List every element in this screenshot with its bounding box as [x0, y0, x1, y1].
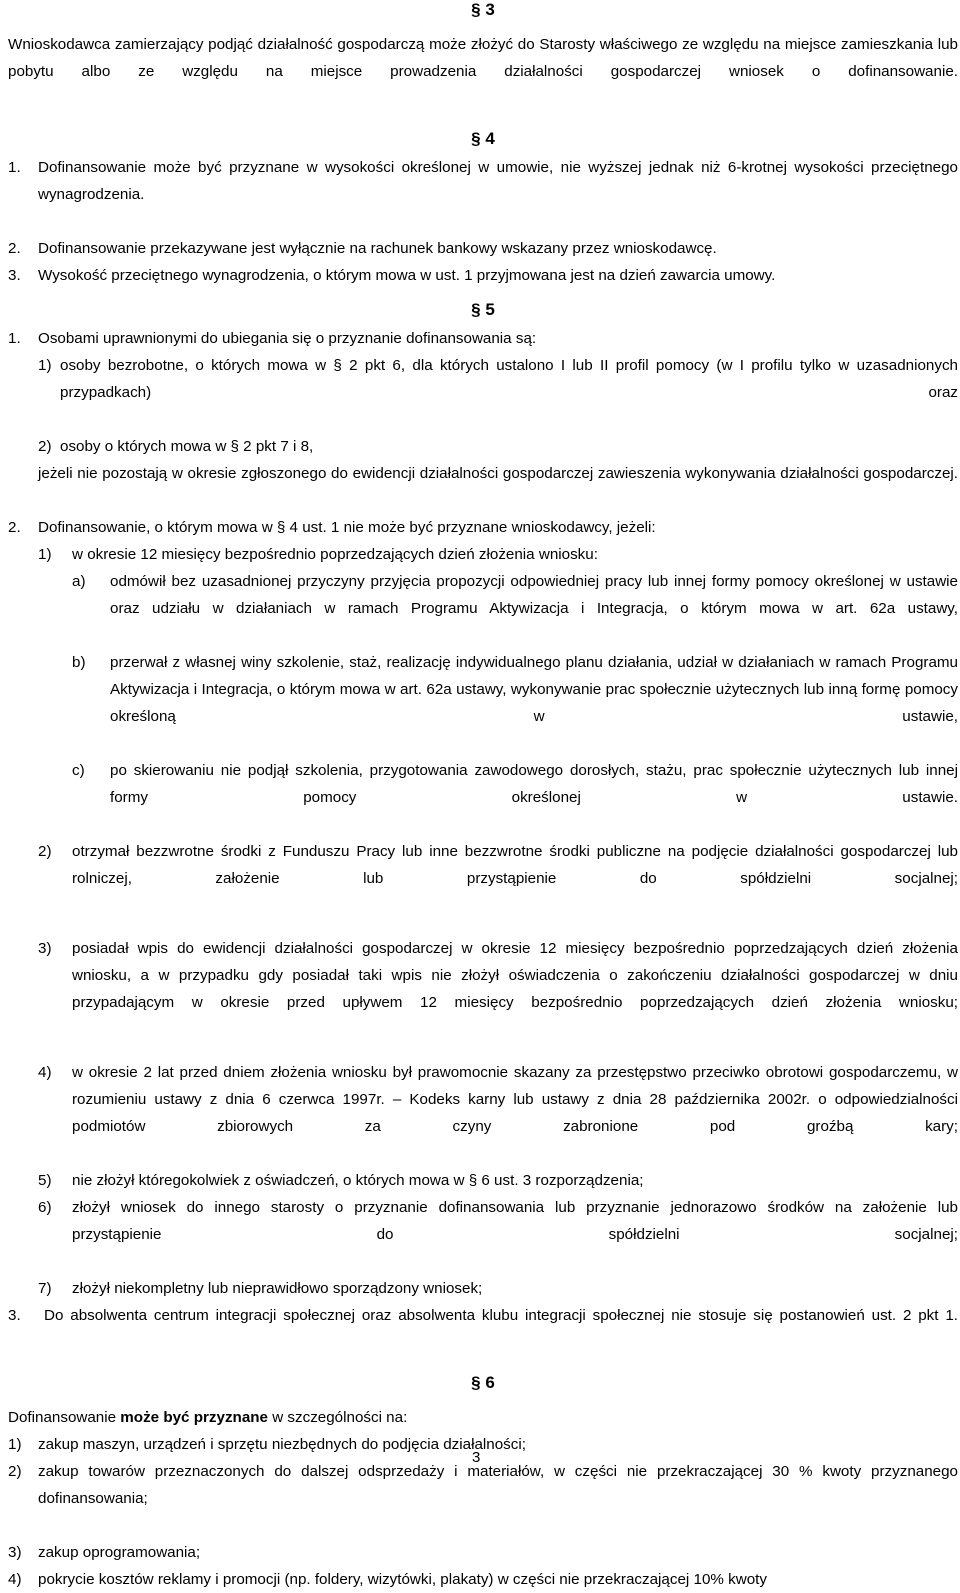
s6-item-2-num: 2)	[8, 1463, 22, 1480]
s6-item-4-text: pokrycie kosztów reklamy i promocji (np. foldery, wizytówki, plakaty) w części nie przekraczającej 10% kwoty	[38, 1571, 767, 1588]
section-heading-4: § 4	[471, 129, 495, 148]
s6-intro-pre: Dofinansowanie	[8, 1409, 121, 1426]
s5-p2-item-1-text: w okresie 12 miesięcy bezpośrednio poprzedzających dzień złożenia wniosku:	[72, 546, 598, 563]
s4-item-1-text: Dofinansowanie może być przyznane w wysokości określonej w umowie, nie wyższej jednak niż 6-krotnej wysokości przeciętnego wynagrodzenia.	[38, 159, 958, 203]
s5-p2-item-6-text: złożył wniosek do innego starosty o przyznanie dofinansowania lub przyznanie jednorazowo środków na założenie lub przystąpienie do spółdzielni socjalnej;	[72, 1199, 958, 1243]
s4-item-2	[8, 235, 958, 262]
section-heading-3: § 3	[471, 0, 495, 19]
s5-p2-item-4	[8, 1059, 958, 1167]
s5-p2-item-1c	[8, 757, 958, 838]
s5-p1-sub1-text: osoby bezrobotne, o których mowa w § 2 pkt 6, dla których ustalono I lub II profil pomocy (w I profilu tylko w uzasadnionych przypadkach) oraz	[60, 357, 958, 401]
s5-p3-text: Do absolwenta centrum integracji społecznej oraz absolwenta klubu integracji społecznej nie stosuje się postanowień ust. 2 pkt 1.	[44, 1307, 958, 1324]
s5-p1-tail: jeżeli nie pozostają w okresie zgłoszonego do ewidencji działalności gospodarczej zawieszenia wykonywania działalności gospodarczej.	[38, 465, 958, 482]
s5-p2-item-6	[8, 1194, 958, 1275]
s5-p1-sub2-num: 2)	[38, 438, 52, 455]
section-3-text: Wnioskodawca zamierzający podjąć działalność gospodarczą może złożyć do Starosty właściwego ze względu na miejsce zamieszkania lub pobytu albo ze względu na miejsce prowadzenia działalności gospodarczej wniosek o dofinansowanie.	[8, 36, 958, 80]
s6-item-3-num: 3)	[8, 1544, 22, 1561]
s5-p1	[8, 325, 958, 352]
s6-intro-post: w szczególności na:	[268, 1409, 408, 1426]
s5-p2-item-5	[8, 1167, 958, 1194]
s5-p1-sub1-num: 1)	[38, 357, 52, 374]
s6-item-1-num: 1)	[8, 1436, 22, 1453]
s4-item-3-text: Wysokość przeciętnego wynagrodzenia, o którym mowa w ust. 1 przyjmowana jest na dzień zawarcia umowy.	[38, 267, 776, 284]
s6-item-1-text: zakup maszyn, urządzeń i sprzętu niezbędnych do podjęcia działalności;	[38, 1436, 526, 1453]
s5-p2-item-1a-num: a)	[72, 573, 86, 590]
s5-p2-item-4-text: w okresie 2 lat przed dniem złożenia wniosku był prawomocnie skazany za przestępstwo przeciwko obrotowi gospodarczemu, w rozumieniu ustawy z dnia 6 czerwca 1997r. – Kodeks karny lub ustawy z dnia 28 października 2002r. o odpowiedzialności podmiotów zbiorowych za czyny zabronione pod groźbą kary;	[72, 1064, 958, 1135]
s5-p2-item-1b	[8, 649, 958, 757]
s5-p3	[8, 1302, 958, 1356]
s6-intro-bold: może być przyznane	[120, 1409, 268, 1426]
s5-p2-intro: Dofinansowanie, o którym mowa w § 4 ust. 1 nie może być przyznane wnioskodawcy, jeżeli:	[38, 519, 656, 536]
s5-p2-item-1a	[8, 568, 958, 649]
s5-p2-item-1b-text: przerwał z własnej winy szkolenie, staż, realizację indywidualnego planu działania, udział w działaniach w ramach Programu Aktywizacja i Integracja, o którym mowa w art. 62a ustawy, wykonywanie prac społecznie użytecznych lub inną formę pomocy określoną w ustawie,	[110, 654, 958, 725]
s6-item-4-num: 4)	[8, 1571, 22, 1588]
s6-item-2	[8, 1458, 958, 1539]
s5-p2	[8, 514, 958, 541]
s5-p2-item-6-num: 6)	[38, 1199, 52, 1216]
s5-p3-num: 3.	[8, 1307, 21, 1324]
s6-intro	[8, 1404, 958, 1431]
s5-p2-item-3-num: 3)	[38, 940, 52, 957]
s5-p2-item-7-text: złożył niekompletny lub nieprawidłowo sporządzony wniosek;	[72, 1280, 483, 1297]
s5-p2-item-3	[8, 935, 958, 1043]
s5-p1-num: 1.	[8, 330, 21, 347]
s5-p2-item-7	[8, 1275, 958, 1302]
section-heading-5: § 5	[471, 300, 495, 319]
s5-p2-item-7-num: 7)	[38, 1280, 52, 1297]
s5-p2-item-1b-num: b)	[72, 654, 86, 671]
s6-item-1	[8, 1431, 958, 1458]
s4-item-2-text: Dofinansowanie przekazywane jest wyłącznie na rachunek bankowy wskazany przez wnioskodawcę.	[38, 240, 717, 257]
s6-item-2-text: zakup towarów przeznaczonych do dalszej odsprzedaży i materiałów, w części nie przekraczającej 30 % kwoty przyznanego dofinansowania;	[38, 1463, 958, 1507]
s5-p1-intro: Osobami uprawnionymi do ubiegania się o przyznanie dofinansowania są:	[38, 330, 537, 347]
s5-p1-sub1	[8, 352, 958, 433]
page-number: 3	[472, 1449, 481, 1466]
s5-p1-sub2-text: osoby o których mowa w § 2 pkt 7 i 8,	[60, 438, 314, 455]
s5-p2-item-1a-text: odmówił bez uzasadnionej przyczyny przyjęcia propozycji odpowiedniej pracy lub innej formy pomocy określonej w ustawie oraz udziału w działaniach w ramach Programu Aktywizacja i Integracja, o którym mowa w art. 62a ustawy,	[110, 573, 958, 617]
s5-p2-item-5-num: 5)	[38, 1172, 52, 1189]
s6-item-4	[8, 1566, 958, 1593]
s5-p2-item-2-num: 2)	[38, 843, 52, 860]
s5-p2-item-1c-text: po skierowaniu nie podjął szkolenia, przygotowania zawodowego dorosłych, stażu, prac społecznie użytecznych lub innej formy pomocy określonej w ustawie.	[110, 762, 958, 806]
s4-item-1-num: 1.	[8, 159, 21, 176]
s6-item-3	[8, 1539, 958, 1566]
s4-item-1	[8, 154, 958, 235]
s5-p2-item-5-text: nie złożył któregokolwiek z oświadczeń, o których mowa w § 6 ust. 3 rozporządzenia;	[72, 1172, 644, 1189]
s5-p2-item-1	[8, 541, 958, 568]
s4-item-2-num: 2.	[8, 240, 21, 257]
s5-p2-item-2-text: otrzymał bezzwrotne środki z Funduszu Pracy lub inne bezzwrotne środki publiczne na podjęcie działalności gospodarczej lub rolniczej, założenie lub przystąpienie do spółdzielni socjalnej;	[72, 843, 958, 887]
s4-item-3-num: 3.	[8, 267, 21, 284]
s5-p2-item-3-text: posiadał wpis do ewidencji działalności gospodarczej w okresie 12 miesięcy bezpośrednio poprzedzających dzień złożenia wniosku, a w przypadku gdy posiadał taki wpis nie złożył oświadczenia o zakończeniu działalności gospodarczej w dniu przypadającym w okresie przed upływem 12 miesięcy bezpośrednio poprzedzających dzień złożenia wniosku;	[72, 940, 958, 1011]
s5-p2-item-1-num: 1)	[38, 546, 52, 563]
s5-p2-num: 2.	[8, 519, 21, 536]
s5-p2-item-1c-num: c)	[72, 762, 85, 779]
document-page	[8, 0, 958, 1588]
s6-item-3-text: zakup oprogramowania;	[38, 1544, 201, 1561]
s5-p2-item-2	[8, 838, 958, 919]
section-heading-6: § 6	[471, 1373, 495, 1392]
s4-item-3	[8, 262, 958, 289]
s5-p2-item-4-num: 4)	[38, 1064, 52, 1081]
s5-p1-sub2	[8, 433, 958, 460]
